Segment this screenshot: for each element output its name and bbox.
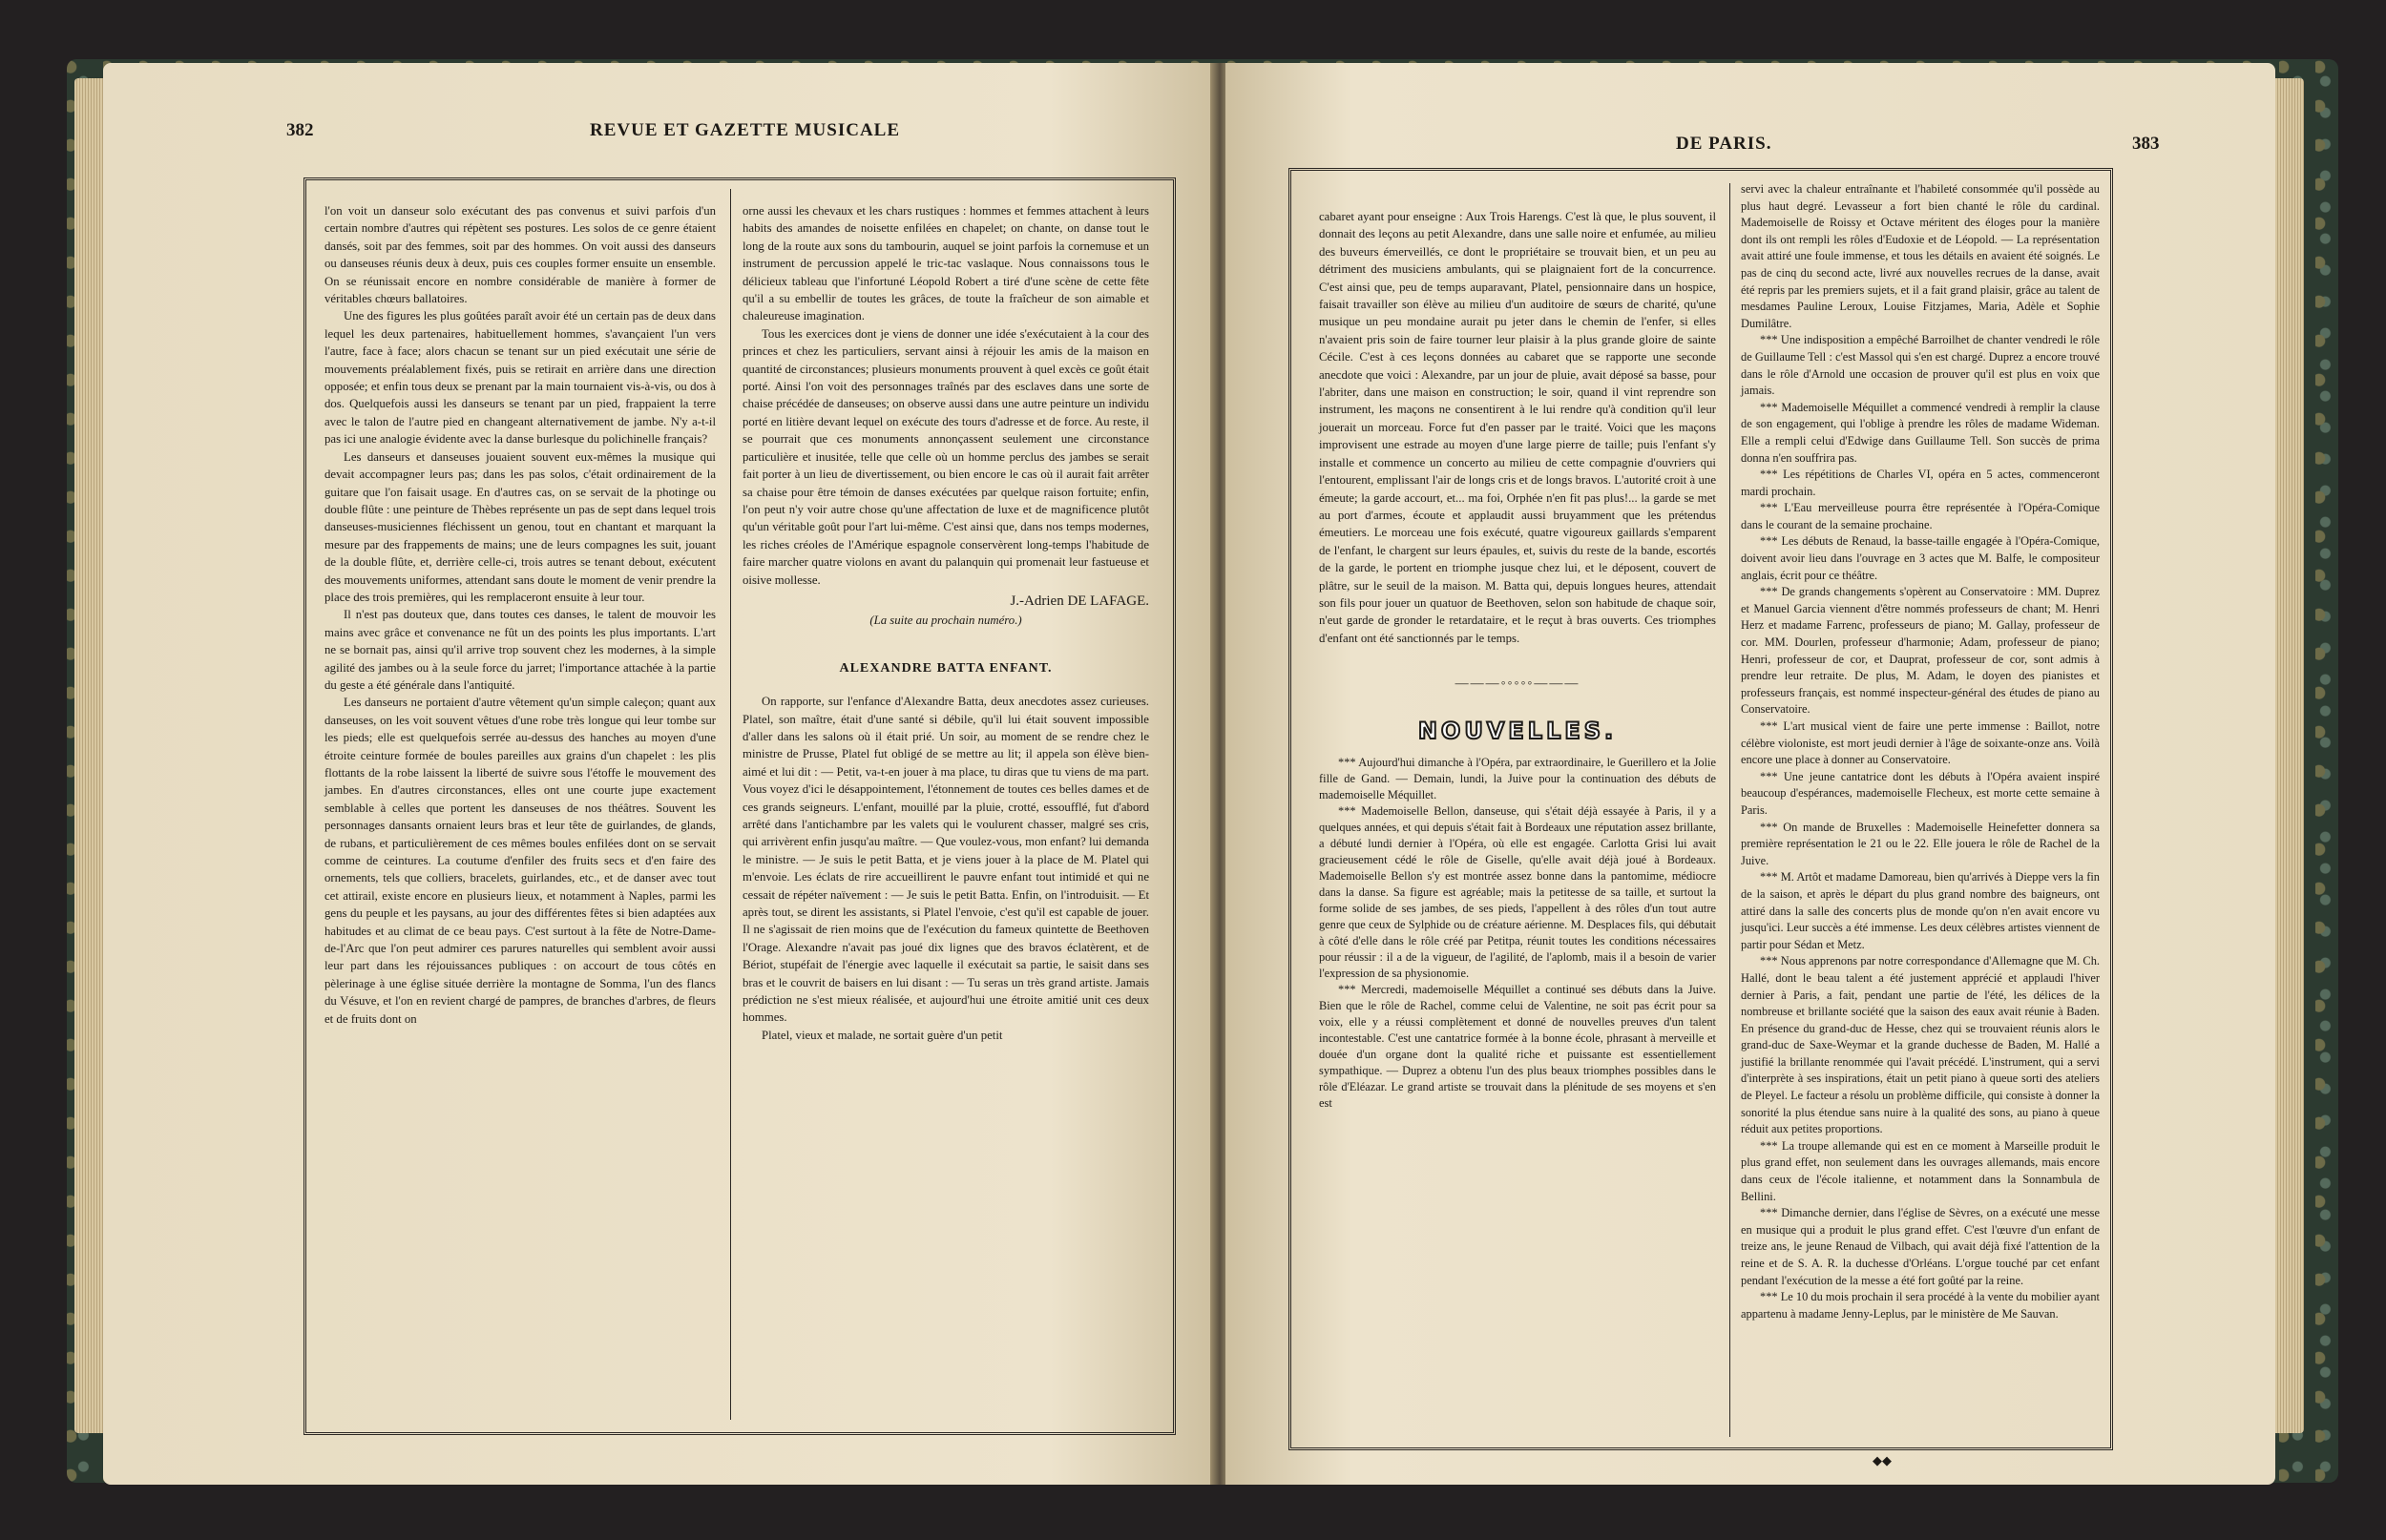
paragraph: *** Mademoiselle Méquillet a commencé vendredi à remplir la clause de son engagement, qui l'oblige à prendre les rôles de madame Wideman. Elle a rempli celui d'Edwige dans Guillaume Tell. Son succès de prima donna n'en souffrira pas. [1741,400,2100,465]
paragraph: *** Les débuts de Renaud, la basse-taille engagée à l'Opéra-Comique, doivent avoir lieu dans l'ouvrage en 3 actes que M. Balfe, le compositeur anglais, écrit pour ce théâtre. [1741,534,2100,582]
paragraph: Une des figures les plus goûtées paraît avoir été un certain pas de deux dans lequel les deux partenaires, habituellement hommes, s'avançaient l'un vers l'autre, face à face; alors chacun se tenant sur un pied exécutait une série de mouvements préalablement fixés, puis se retirait en arrière dans une direction opposée; et enfin tous deux se prenant par la main tournaient vis-à-vis, ou dos à dos. Quelquefois aussi les danseurs se tenant par un pied, frappaient la terre avec le talon de l'autre pied en changeant alternativement de jambe. N'y a-t-il pas ici une analogie évidente avec la danse burlesque du polichinelle français? [324,309,716,447]
paragraph: *** Aujourd'hui dimanche à l'Opéra, par extraordinaire, le Guerillero et la Jolie fille de Gand. — Demain, lundi, la Juive pour la continuation des débuts de mademoiselle Méquillet. [1319,755,1716,801]
left-running-head: REVUE ET GAZETTE MUSICALE [590,120,901,140]
page-edges-left [74,78,105,1433]
left-column-2 [743,202,1149,1044]
right-column-1 [1319,208,1716,1112]
paragraph: *** On mande de Bruxelles : Mademoiselle Heinefetter donnera sa première représentation le 21 ou le 22. Elle jouera le rôle de Rachel de la Juive. [1741,820,2100,867]
paragraph: On rapporte, sur l'enfance d'Alexandre Batta, deux anecdotes assez curieuses. Platel, son maître, était d'une santé si débile, qu'il lui était souvent impossible d'aller dans les salons où il était prié. Un soir, au moment de se rendre chez le ministre de Prusse, Platel fut obligé de se mettre au lit; il appela son élève bien-aimé et lui dit : — Petit, va-t-en jouer à ma place, tu diras que tu viens de ma part. Vous voyez d'ici le désappointement, l'étonnement de toutes ces belles dames et de ces grands seigneurs. L'enfant, mouillé par la pluie, crotté, essoufflé, fut d'abord arrêté dans l'antichambre par les valets qui le voulurent chasser, malgré ses cris, qui arrivèrent enfin jusqu'au maître. — Que voulez-vous, mon enfant? lui demanda le ministre. — Je suis le petit Batta, et je viens jouer à la place de M. Platel qui m'envoie. Les éclats de rire accueillirent le pauvre enfant tout intimidé et qui ne cessait de répéter naïvement : — Je suis le petit Batta. Enfin, on l'introduisit. — Et après tout, se dirent les assistants, si Platel l'envoie, c'est qu'il est capable de jouer. Il ne s'agissait de rien moins que de l'exécution du fameux quintette de Beethoven l'Orage. Alexandre n'avait pas joué dix lignes que des bravos éclatèrent, et de Bériot, stupéfait de l'énergie avec laquelle il exécutait sa partie, le saisit dans ses bras et le couvrit de baisers en lui disant : — Tu seras un très grand artiste. Jamais prédiction ne s'est mieux réalisée, et aujourd'hui une étroite amitié unit ces deux hommes. [743,695,1149,1025]
paragraph: *** L'art musical vient de faire une perte immense : Baillot, notre célèbre violoniste, est mort jeudi dernier à l'âge de soixante-onze ans. Voilà encore une place à donner au Conservatoire. [1741,719,2100,767]
right-page-number: 383 [2132,134,2160,154]
page-edges-right [2271,78,2304,1433]
paragraph: *** Le 10 du mois prochain il sera procédé à la vente du mobilier ayant appartenu à madame Jenny-Leplus, par le ministère de Me Sauvan. [1741,1290,2100,1321]
paragraph: Les danseurs ne portaient d'autre vêtement qu'un simple caleçon; quant aux danseuses, on les voit souvent vêtues d'une robe très longue qui leur tombe sur les pieds; elle est quelquefois serrée au-dessus des hanches au moyen d'une étroite ceinture formée de boules pareilles aux grains d'un chapelet : les plis flottants de la robe laissent la liberté de suivre sous l'étoffe le mouvement des jambes. En d'autres circonstances, elles ont une courte jupe exactement semblable à celles que portent les danseuses de nos théâtres. Souvent les personnages dansants ornaient leurs bras et leur tête de guirlandes, de glands, de rubans, et particulièrement de ces mêmes boules enfilées dont on se servait comme de ceintures. La coutume d'enfiler des fruits secs et d'en faire des ornements, tels que colliers, bracelets, guirlandes, etc., et de danser avec tout cet attirail, existe encore en plusieurs lieux, et notamment à Naples, parmi les gens du peuple et les paysans, au jour des différentes fêtes si bien adaptées aux habitudes et au climat de ce beau pays. C'est surtout à la fête de Notre-Dame-de-l'Arc que l'on peut admirer ces parures naturelles qui semblent avoir aussi leur part dans les réjouissances publiques : on accourt de tous côtés en pèlerinage à une église située derrière la montagne de Somma, l'un des flancs du Vésuve, et l'on en revient chargé de pampres, de branches d'arbres, de fleurs et de fruits dont on [324,696,716,1026]
paragraph: *** Nous apprenons par notre correspondance d'Allemagne que M. Ch. Hallé, dont le beau talent a été justement apprécié et applaudi l'hiver dernier à Paris, a fait, pendant une partie de l'été, les délices de la nombreuse et brillante société que la saison des eaux avait réunie à Baden. En présence du grand-duc de Hesse, chez qui se trouvaient réunis alors le grand-duc de Saxe-Weymar et la grande duchesse de Baden, M. Hallé a justifié la brillante renommée qui l'avait précédé. L'instrument, qui a servi d'interprète à ses inspirations, était un petit piano à queue sorti des ateliers de Pleyel. Le facteur a résolu un problème difficile, qui consiste à donner la sonorité la plus étendue sans nuire à la qualité des sons, au piano à queue réduit aux petites proportions. [1741,954,2100,1136]
paragraph: Tous les exercices dont je viens de donner une idée s'exécutaient à la cour des princes et chez les particuliers, servant ainsi à réjouir les amis de la maison en quantité de circonstances; plusieurs monuments prouvent à quel excès ce goût était porté. Ainsi l'on voit des personnages traînés par des esclaves dans une sorte de chaise précédée de danseuses; on observe aussi dans une autre peinture un individu porté en litière devant lequel on exécute des tours d'adresse et de force. Au reste, il se pourrait que ces monuments annonçassent seulement une circonstance particulière et inusitée, telle que celle où un homme perclus des jambes se serait fait porter à un lieu de divertissement, ou bien encore le cas où il aurait fait arrêter sa chaise pour être témoin de danses exécutées par quelque raison fortuite; enfin, l'on peut n'y voir autre chose qu'une affectation de luxe et de magnificence plutôt qu'un véritable goût pour l'art lui-même. C'est ainsi que, dans nos temps modernes, les riches créoles de l'Amérique espagnole conservèrent long-temps l'habitude de faire marcher quatre violons en avant du palanquin qui promenait leur fastueuse et oisive mollesse. [743,326,1149,587]
paragraph: *** Les répétitions de Charles VI, opéra en 5 actes, commenceront mardi prochain. [1741,468,2100,498]
paragraph: *** La troupe allemande qui est en ce moment à Marseille produit le plus grand effet, non seulement dans les ouvrages allemands, mais encore dans ceux de l'école italienne, et notamment dans la Sonnambula de Bellini. [1741,1138,2100,1203]
paragraph: *** L'Eau merveilleuse pourra être représentée à l'Opéra-Comique dans le courant de la semaine prochaine. [1741,501,2100,531]
bottom-ornament-mark: ◆◆ [1873,1454,1892,1468]
right-running-head: DE PARIS. [1676,134,1772,154]
paragraph: Il n'est pas douteux que, dans toutes ces danses, le talent de mouvoir les mains avec grâce et convenance ne fût un des points les plus importants. L'art ne se bornait pas, ainsi qu'il arrive trop souvent chez les modernes, à la simple agilité des jambes ou à la seule force du jarret; l'importance attachée à la partie du geste a été générale dans l'antiquité. [324,608,716,692]
paragraph: cabaret ayant pour enseigne : Aux Trois Harengs. C'est là que, le plus souvent, il donnait des leçons au petit Alexandre, dans une salle noire et enfumée, au milieu des buveurs émerveillés, ce dont le propriétaire se trouvait bien, et un peu au détriment des musiciens ambulants, qui se plaignaient fort de la concurrence. C'est ainsi que, peu de temps auparavant, Platel, pensionnaire dans un hospice, faisait travailler son élève au milieu d'un auditoire de sœurs de charité, qu'une musique un peu mondaine aurait pu jeter dans le chemin de l'enfer, si elles n'avaient pris soin de faire tourner leur plaisir à la plus grande gloire de sainte Cécile. C'est à ces leçons données au cabaret que se rapporte une seconde anecdote que voici : Alexandre, par un jour de pluie, avait déposé sa basse, pour l'abriter, dans une maison en construction; le soir, quand il vint reprendre son instrument, les maçons ne consentirent à le lui rendre qu'à condition qu'il leur jouerait un morceau. Force fut d'en passer par le traité. Voici que les maçons improvisent une estrade au moyen d'une large pierre de taille; puis l'enfant s'y installe et commence un concerto au milieu de cette compagnie d'ouvriers qui l'entourent, emplissant l'air de longs cris et de longs bravos. L'autorité croit à une émeute; la garde accourt, et... ma foi, Orphée n'en fit pas plus!... la garde se met au port d'armes, écoute et applaudit aussi bruyamment que les prétendus émeutiers. Le morceau une fois exécuté, quatre vigoureux gaillards s'emparent de l'enfant, le chargent sur leurs épaules, et, suivis du reste de la bande, escortés de la garde, le portent en triomphe jusque chez lui, et le déposent, couvert de plâtre, sur le seuil de la maison. M. Batta qui, depuis longues heures, attendait son fils pour jouer un quatuor de Beethoven, selon son habitude de chaque soir, n'eut garde de gronder le retardataire, et le reçut à bras ouverts. Ces triomphes d'enfant ont été sanctionnés par le temps. [1319,210,1716,645]
paragraph: *** De grands changements s'opèrent au Conservatoire : MM. Duprez et Manuel Garcia viennent d'être nommés professeurs de chant; M. Henri Herz et madame Farrenc, professeurs de piano; M. Gallay, professeur de cor. MM. Dourlen, professeur d'harmonie; Adam, professeur de piano; Henri, professeur de cor, et Dauprat, professeur de cor, sont admis à prendre leur retraite. De plus, M. Adam, le doyen des pianistes et professeurs français, est nommé inspecteur-général des études de piano au Conservatoire. [1741,585,2100,717]
paragraph: servi avec la chaleur entraînante et l'habileté consommée qu'il possède au plus haut degré. Levasseur a fort bien chanté le rôle du cardinal. Mademoiselle de Roissy et Octave méritent des éloges pour la manière dont ils ont rempli les rôles d'Eudoxie et de Léopold. — La représentation avait attiré une foule immense, et tous les détails en avaient été soignés. Le pas de cinq du second acte, livré aux nouvelles recrues de la danse, avait été repris par les premiers sujets, et il a fait grand plaisir, grâce au talent de mesdames Pauline Leroux, Louise Fitzjames, Maria, Adèle et Sophie Dumilâtre. [1741,182,2100,330]
author-signature: J.-Adrien DE LAFAGE. [1010,593,1149,609]
left-column-rule [730,189,731,1420]
paragraph: orne aussi les chevaux et les chars rustiques : hommes et femmes attachent à leurs habits des amandes de noisette enfilées en chapelet; on chante, on danse tout le long de la route aux sons du tambourin, auquel se joint parfois la cornemuse et un instrument de percussion appelé le tric-tac vaslaque. Nous connaissons tous le délicieux tableau que l'infortuné Léopold Robert a tiré d'une scène de cette fête qu'il a su embellir de toutes les grâces, de toute la fraîcheur de son aimable et chaleureuse imagination. [743,204,1149,323]
paragraph: Les danseurs et danseuses jouaient souvent eux-mêmes la musique qui devait accompagner leurs pas; dans les pas solos, c'était ordinairement de la guitare que l'on faisait usage. En d'autres cas, on se servait de la photinge ou double flûte : une peinture de Thèbes représente un pas de sept dans lequel trois danseuses-musiciennes fléchissent un genou, tout en chantant et marquant la mesure par des frappements de mains; une de leurs compagnes les suit, jouant de la double flûte, et, derrière celle-ci, trois autres se tenant debout, exécutent des mouvements uniformes, attendant sans doute le moment de venir prendre la place des trois premières, qui les remplaceront ensuite à leur tour. [324,449,716,604]
right-column-rule [1729,183,1730,1437]
continued-note: (La suite au prochain numéro.) [869,614,1022,628]
paragraph: *** Dimanche dernier, dans l'église de Sèvres, on a exécuté une messe en musique qui a produit le plus grand effet. C'est l'œuvre d'un enfant de treize ans, le jeune Renaud de Vilbach, qui avait déjà fixé l'attention de la reine et de S. A. R. la duchesse d'Orléans. L'orgue touché par cet enfant pendant l'exécution de la messe a été fort goûté par la reine. [1741,1206,2100,1287]
left-column-1 [324,202,716,1028]
ornamental-rule: ———◦◦◦◦◦——— [1455,676,1580,692]
article-title: ALEXANDRE BATTA ENFANT. [839,660,1053,676]
nouvelles-heading: NOUVELLES. [1417,717,1618,744]
paragraph: l'on voit un danseur solo exécutant des pas convenus et suivi parfois d'un certain nombre d'autres qui répètent ses postures. Les solos de ce genre étaient dansés, soit par des femmes, soit par des hommes. On voit aussi des danseurs ou danseuses réunis deux à deux, puis ces couples former ensuite un ensemble. On se réunissait encore en nombre considérable de manière à former de véritables chœurs ballatoires. [324,204,716,306]
paragraph: *** M. Artôt et madame Damoreau, bien qu'arrivés à Dieppe vers la fin de la saison, et après le départ du plus grand nombre des baigneurs, ont attiré dans la salle des concerts plus de monde qu'on n'en avait encore vu jusqu'ici. Leur succès a été immense. Les deux célèbres artistes viennent de partir pour Sédan et Metz. [1741,870,2100,951]
paragraph: *** Mademoiselle Bellon, danseuse, qui s'était déjà essayée à Paris, il y a quelques années, et qui depuis s'était fait à Bordeaux une réputation assez brillante, a débuté lundi dernier à l'Opéra, où elle est engagée. Carlotta Grisi lui avait gracieusement cédé le rôle de Giselle, qu'elle avait déjà joué à Bordeaux. Mademoiselle Bellon s'y est montrée assez bonne dans la pantomime, médiocre dans la danse. Sa figure est agréable; mais la petitesse de sa taille, et surtout la forme solide de ses jambes, de ses pieds, l'appellent à des rôles d'un tout autre genre que ceux de Sylphide ou de créature aérienne. M. Desplaces fils, qui débutait à côté d'elle dans le rôle créé par Petitpa, réunit toutes les conditions nécessaires pour réussir : il a de la vigueur, de l'agilité, de l'aplomb, mais il a besoin de varier l'expression de sa physionomie. [1319,803,1716,980]
paragraph: *** Mercredi, mademoiselle Méquillet a continué ses débuts dans la Juive. Bien que le rôle de Rachel, comme celui de Valentine, ne soit pas écrit pour sa voix, elle y a réussi complètement et donné de nouvelles preuves d'un talent incontestable. C'est une cantatrice formée à la bonne école, phrasant à merveille et douée d'un organe dont la qualité riche et puissante est essentiellement sympathique. — Duprez a obtenu l'un des plus beaux triomphes possibles dans le rôle d'Eléazar. Le grand artiste se trouvait dans la plénitude de ses moyens et s'en est [1319,982,1716,1110]
right-column-2 [1741,181,2100,1322]
paragraph: Platel, vieux et malade, ne sortait guère d'un petit [762,1028,1003,1042]
paragraph: *** Une indisposition a empêché Barroilhet de chanter vendredi le rôle de Guillaume Tell : c'est Massol qui s'en est chargé. Duprez a encore trouvé dans le rôle d'Arnold une occasion de prouver qu'il est plus en voix que jamais. [1741,333,2100,398]
paragraph: *** Une jeune cantatrice dont les débuts à l'Opéra avaient inspiré beaucoup d'espérances, mademoiselle Flecheux, est morte cette semaine à Paris. [1741,769,2100,817]
left-page-number: 382 [286,120,314,140]
